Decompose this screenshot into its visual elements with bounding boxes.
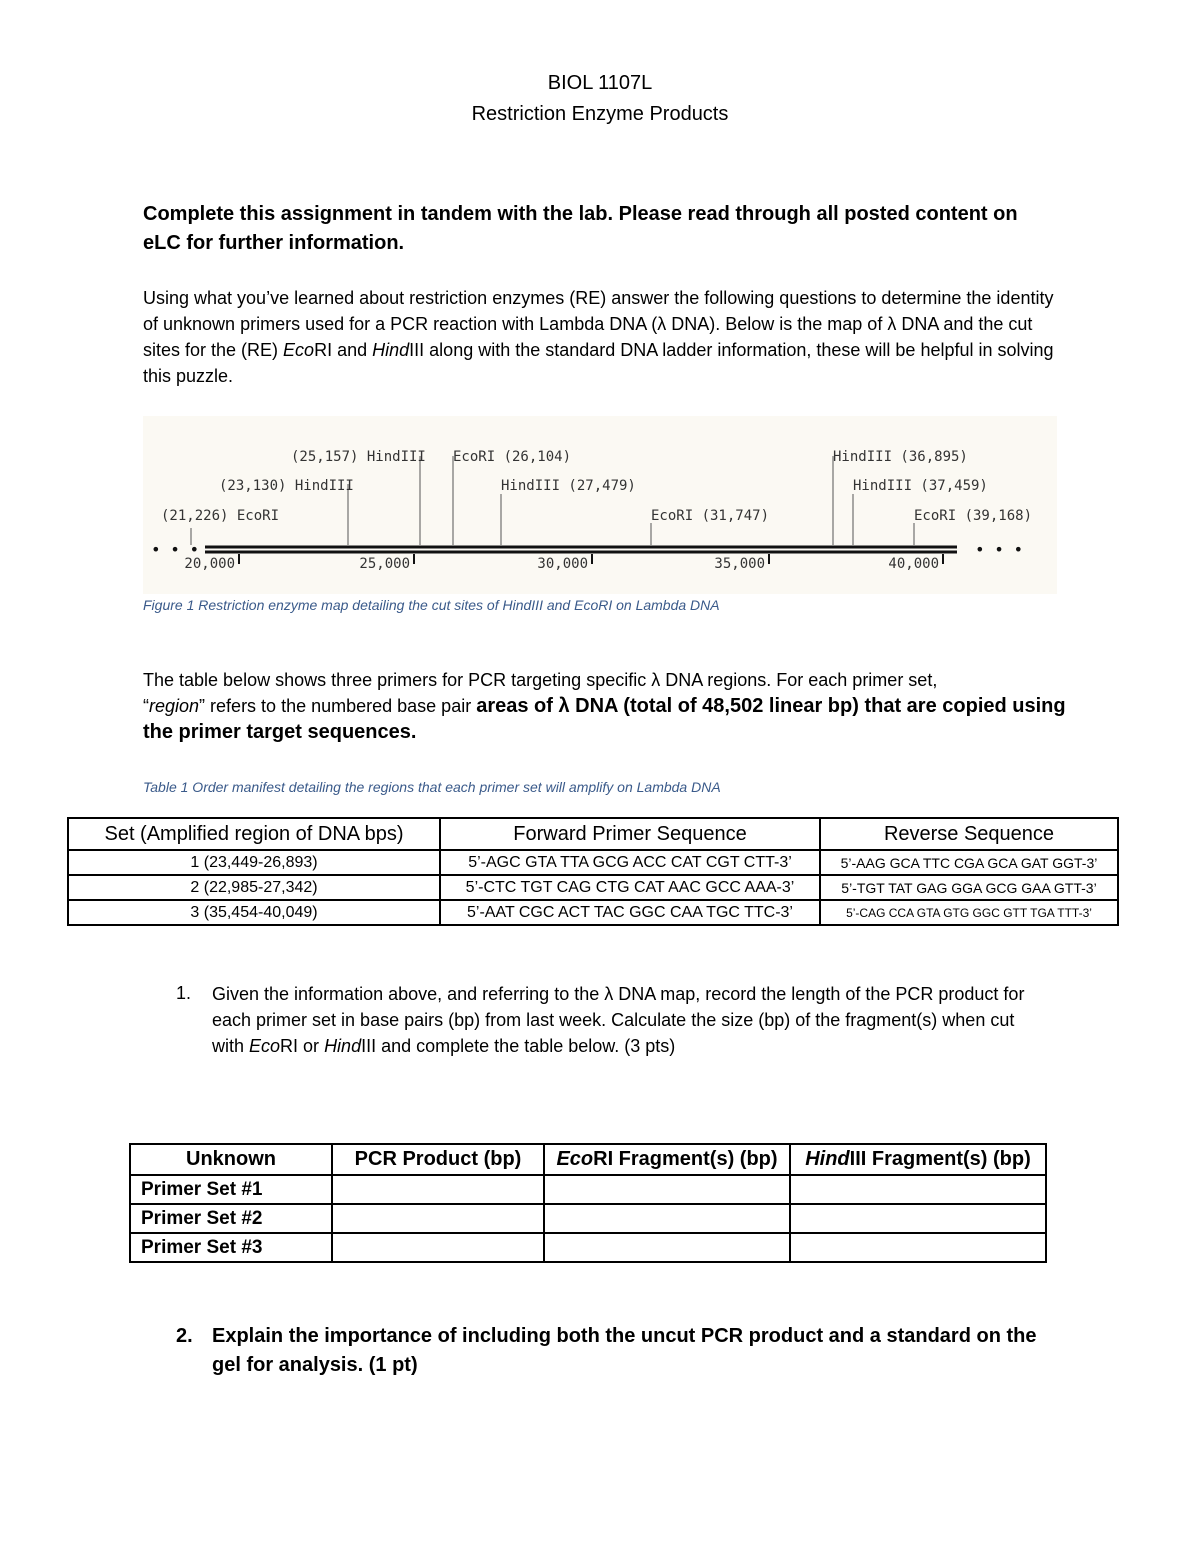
table-caption: Table 1 Order manifest detailing the regions that each primer set will amplify on Lambda DNA: [143, 779, 721, 795]
hindiii-fragment-input-cell[interactable]: [790, 1233, 1046, 1262]
pcr-product-input-cell[interactable]: [332, 1175, 544, 1204]
dots-right: • • •: [975, 540, 1024, 559]
cut-site-label: HindIII (37,459): [853, 478, 988, 494]
hindiii-fragment-input-cell[interactable]: [790, 1175, 1046, 1204]
cut-site-label: EcoRI (31,747): [651, 508, 770, 524]
cut-site-label: (23,130) HindIII: [219, 478, 354, 494]
cut-site-label: (25,157) HindIII: [291, 449, 426, 465]
primer-set-label: Primer Set #1: [130, 1175, 332, 1204]
question-2-text: Explain the importance of including both the uncut PCR product and a standard on the gel for analysis. (1 pt): [212, 1325, 1037, 1376]
table-intro-paragraph: The table below shows three primers for PCR targeting specific λ DNA regions. For each primer set, “region” refers to the numbered base pair areas of λ DNA (total of 48,502 linear bp) that are copied using the primer target sequences.: [143, 670, 1066, 743]
reverse-primer-cell: 5’-TGT TAT GAG GGA GCG GAA GTT-3’: [820, 875, 1118, 900]
forward-primer-cell: 5’-AAT CGC ACT TAC GGC CAA TGC TTC-3’: [440, 900, 820, 925]
table-row: [68, 875, 1118, 900]
primer-set-cell: 1 (23,449-26,893): [68, 850, 440, 875]
table-row: [68, 850, 1118, 875]
answer-table: [129, 1143, 1047, 1263]
ecori-fragment-input-cell[interactable]: [544, 1204, 790, 1233]
table-row: [68, 900, 1118, 925]
scale-tick-label: 35,000: [714, 556, 765, 572]
answer-header-pcr: PCR Product (bp): [332, 1144, 544, 1175]
primer-set-cell: 3 (35,454-40,049): [68, 900, 440, 925]
cut-site-label: (21,226) EcoRI: [161, 508, 280, 524]
intro-paragraph: Using what you’ve learned about restriction enzymes (RE) answer the following questions to determine the identity of unknown primers used for a PCR reaction with Lambda DNA (λ DNA). Below is the map of λ DNA and the cut sites for the (RE) EcoRI and HindIII along with the standard DNA ladder information, these will be helpful in solving this puzzle.: [143, 288, 1054, 386]
question-2-number: 2.: [176, 1325, 193, 1347]
primer-set-label: Primer Set #2: [130, 1204, 332, 1233]
question-1-text: Given the information above, and referring to the λ DNA map, record the length of the PCR product for each primer set in base pairs (bp) from last week. Calculate the size (bp) of the fragment(s) when cut with EcoRI or HindIII and complete the table below. (3 pts): [212, 984, 1025, 1056]
reverse-primer-cell: 5’-CAG CCA GTA GTG GGC GTT TGA TTT-3’: [820, 900, 1118, 925]
table-row: [130, 1204, 1046, 1233]
answer-header-unknown: Unknown: [130, 1144, 332, 1175]
table-row: [130, 1233, 1046, 1262]
reverse-primer-cell: 5’-AAG GCA TTC CGA GCA GAT GGT-3’: [820, 850, 1118, 875]
course-code: BIOL 1107L: [547, 72, 653, 94]
primer-set-cell: 2 (22,985-27,342): [68, 875, 440, 900]
primer-table: [67, 817, 1119, 926]
dots-left: • • •: [151, 540, 200, 559]
pcr-product-input-cell[interactable]: [332, 1233, 544, 1262]
primer-header-reverse: Reverse Sequence: [820, 818, 1118, 850]
ecori-fragment-input-cell[interactable]: [544, 1233, 790, 1262]
hindiii-fragment-input-cell[interactable]: [790, 1204, 1046, 1233]
figure-caption: Figure 1 Restriction enzyme map detailing the cut sites of HindIII and EcoRI on Lambda DNA: [143, 597, 720, 613]
answer-header-hindiii: HindIII Fragment(s) (bp): [790, 1144, 1046, 1175]
primer-header-set: Set (Amplified region of DNA bps): [68, 818, 440, 850]
scale-tick-label: 20,000: [184, 556, 235, 572]
answer-header-ecori: EcoRI Fragment(s) (bp): [544, 1144, 790, 1175]
primer-header-forward: Forward Primer Sequence: [440, 818, 820, 850]
forward-primer-cell: 5’-CTC TGT CAG CTG CAT AAC GCC AAA-3’: [440, 875, 820, 900]
ecori-fragment-input-cell[interactable]: [544, 1175, 790, 1204]
forward-primer-cell: 5’-AGC GTA TTA GCG ACC CAT CGT CTT-3’: [440, 850, 820, 875]
instructions-bold: Complete this assignment in tandem with the lab. Please read through all posted content on eLC for further information.: [143, 203, 1018, 254]
scale-tick-label: 25,000: [359, 556, 410, 572]
primer-set-label: Primer Set #3: [130, 1233, 332, 1262]
restriction-map: [143, 416, 1057, 594]
cut-site-label: HindIII (36,895): [833, 449, 968, 465]
page-title: Restriction Enzyme Products: [471, 103, 729, 125]
cut-site-label: EcoRI (26,104): [453, 449, 572, 465]
cut-site-label: EcoRI (39,168): [914, 508, 1033, 524]
scale-tick-label: 30,000: [537, 556, 588, 572]
scale-tick-label: 40,000: [888, 556, 939, 572]
pcr-product-input-cell[interactable]: [332, 1204, 544, 1233]
cut-site-label: HindIII (27,479): [501, 478, 636, 494]
table-row: [130, 1175, 1046, 1204]
question-1-number: 1.: [176, 983, 192, 1003]
